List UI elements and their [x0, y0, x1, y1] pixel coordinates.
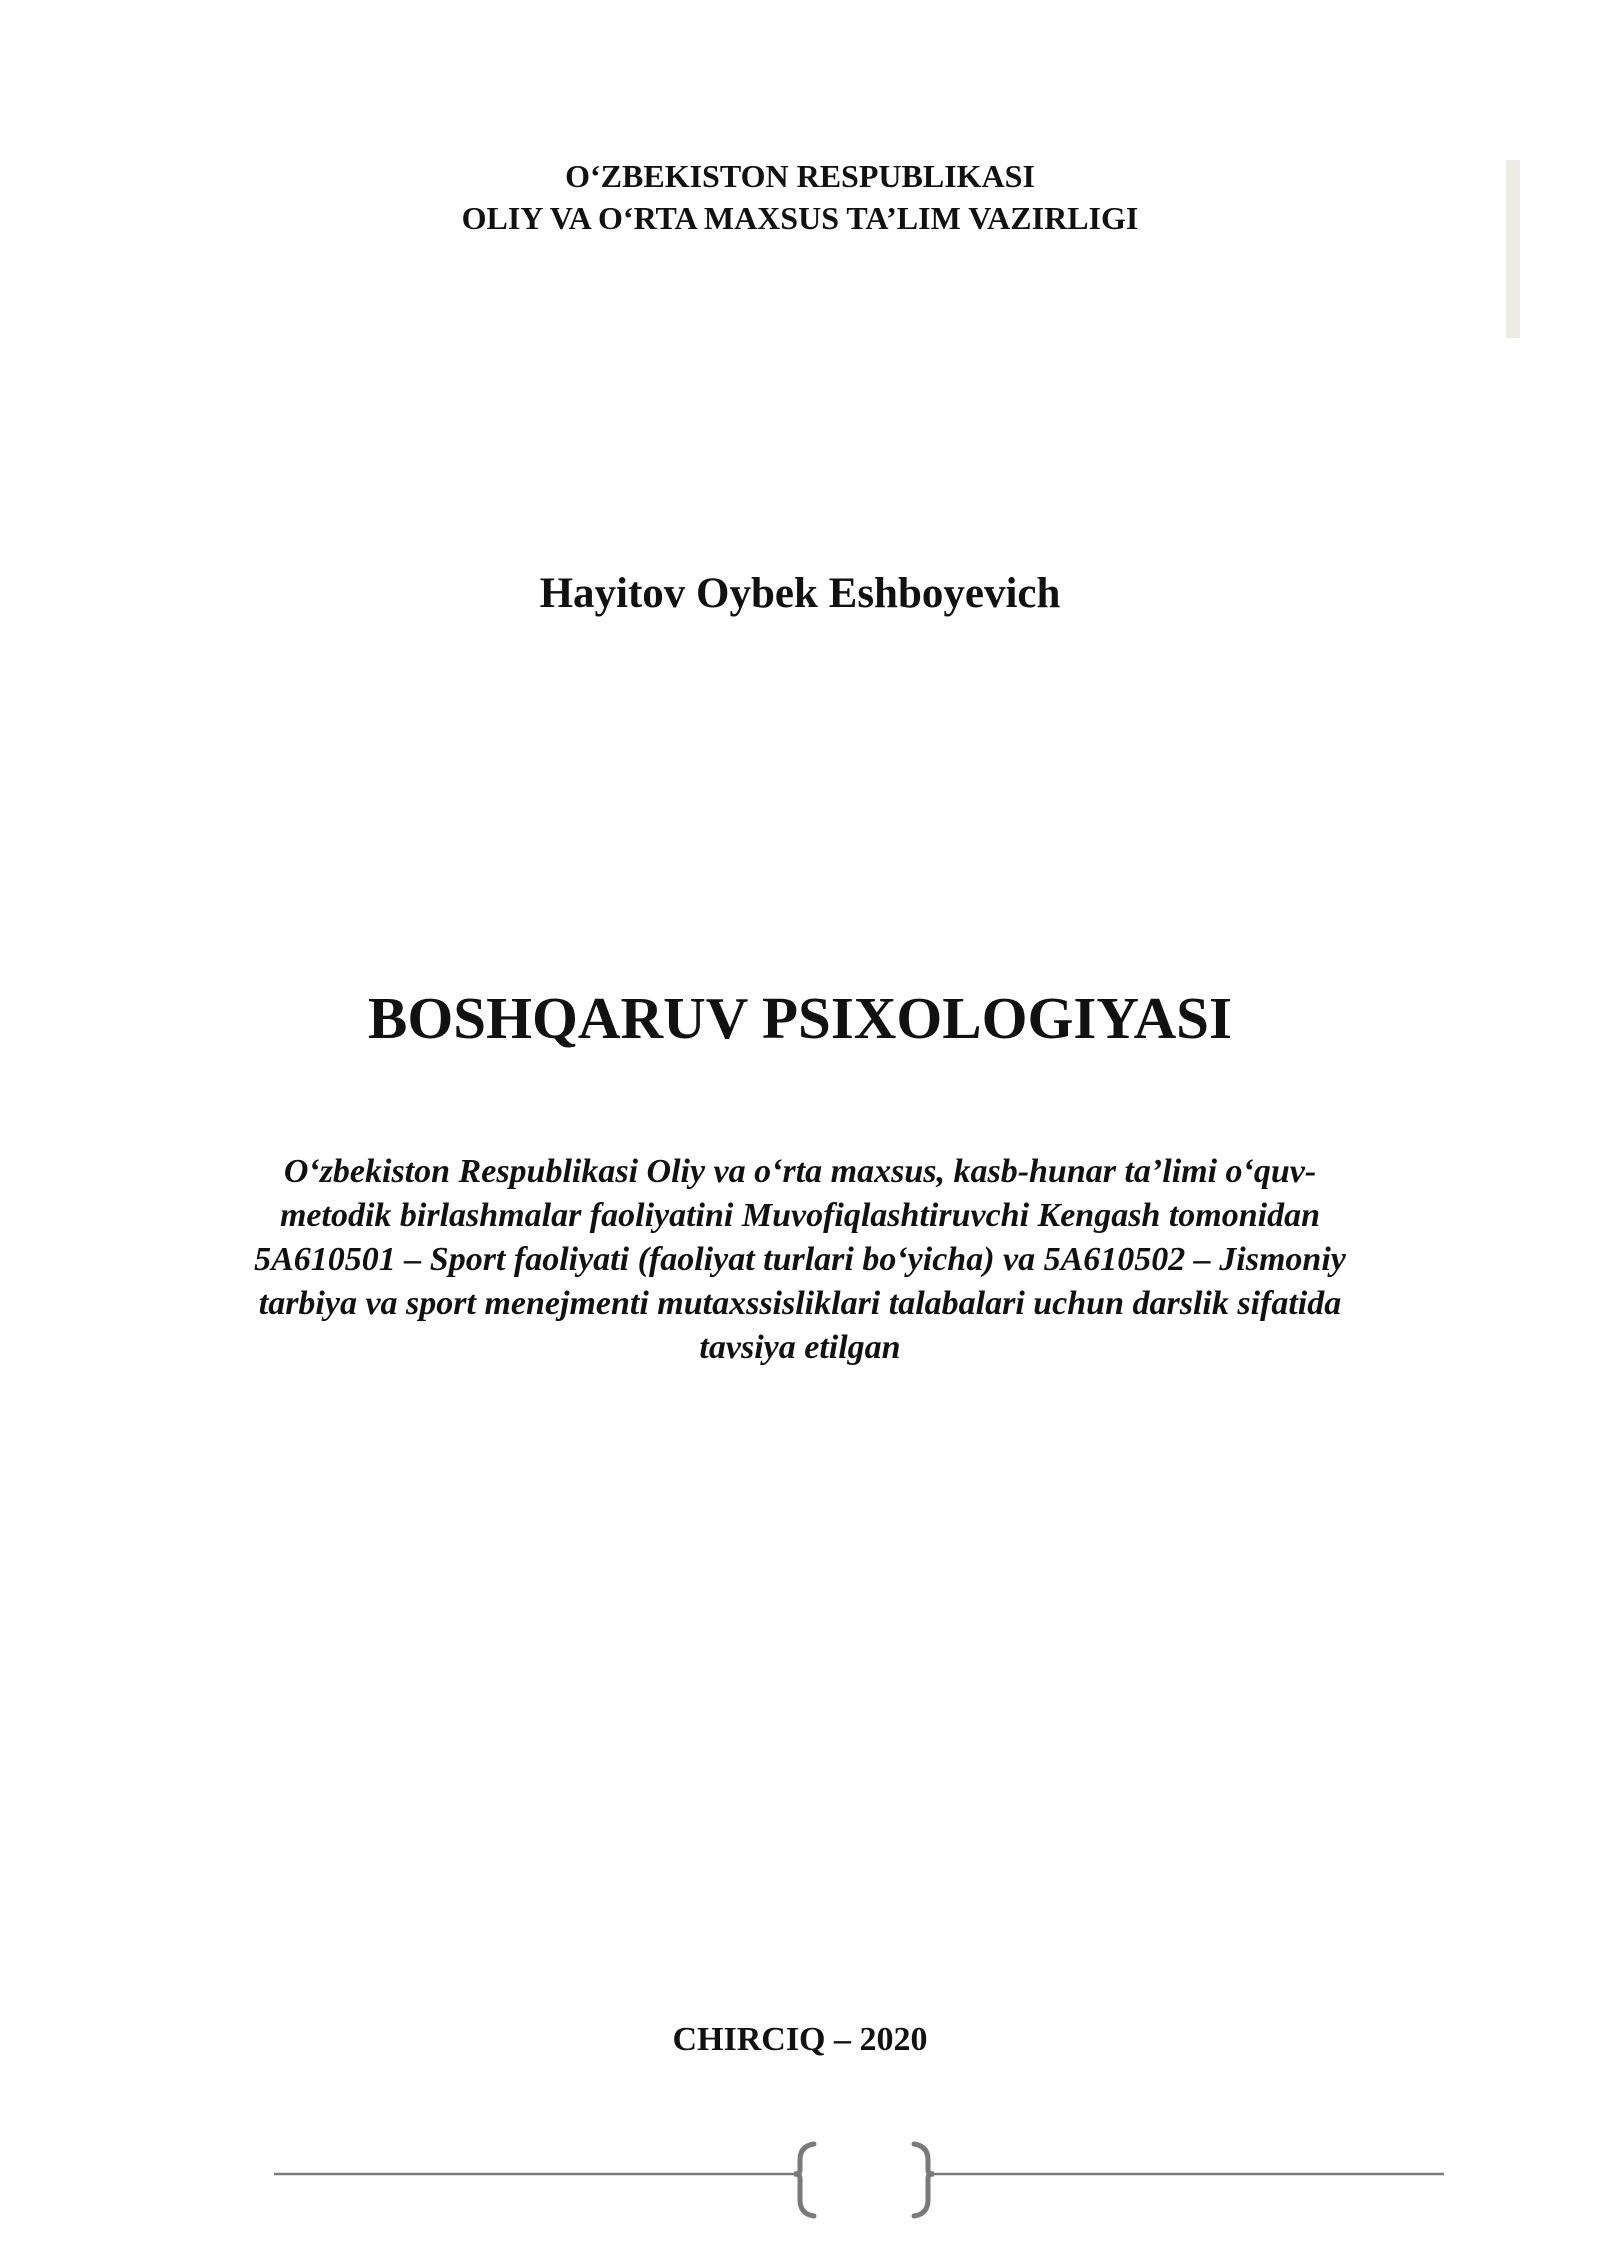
recommendation-line-3: 5A610501 – Sport faoliyati (faoliyat turlari bo‘yicha) va 5A610502 – Jismoniy — [254, 1241, 1346, 1278]
recommendation-line-1: O‘zbekiston Respublikasi Oliy va o‘rta maxsus, kasb-hunar ta’limi o‘quv- — [283, 1153, 1317, 1190]
recommendation-text — [200, 1150, 1400, 1370]
ministry-header — [0, 155, 1600, 239]
ministry-line-2: OLIY VA O‘RTA MAXSUS TA’LIM VAZIRLIGI — [461, 200, 1139, 236]
ornament-left-bracket-icon — [794, 2144, 814, 2216]
imprint-city-year: CHIRCIQ – 2020 — [672, 2021, 928, 2058]
ornament-right-bracket-icon — [914, 2144, 934, 2216]
author-name: Hayitov Oybek Eshboyevich — [539, 570, 1061, 617]
recommendation-line-5: tavsiya etilgan — [699, 1329, 901, 1366]
book-title: BOSHQARUV PSIXOLOGIYASI — [368, 985, 1232, 1051]
ministry-line-1: O‘ZBEKISTON RESPUBLIKASI — [565, 158, 1035, 194]
recommendation-line-2: metodik birlashmalar faoliyatini Muvofiqlashtiruvchi Kengash tomonidan — [279, 1197, 1320, 1234]
recommendation-line-4: tarbiya va sport menejmenti mutaxssisliklari talabalari uchun darslik sifatida — [258, 1285, 1342, 1322]
page-number-ornament — [0, 2140, 1600, 2220]
